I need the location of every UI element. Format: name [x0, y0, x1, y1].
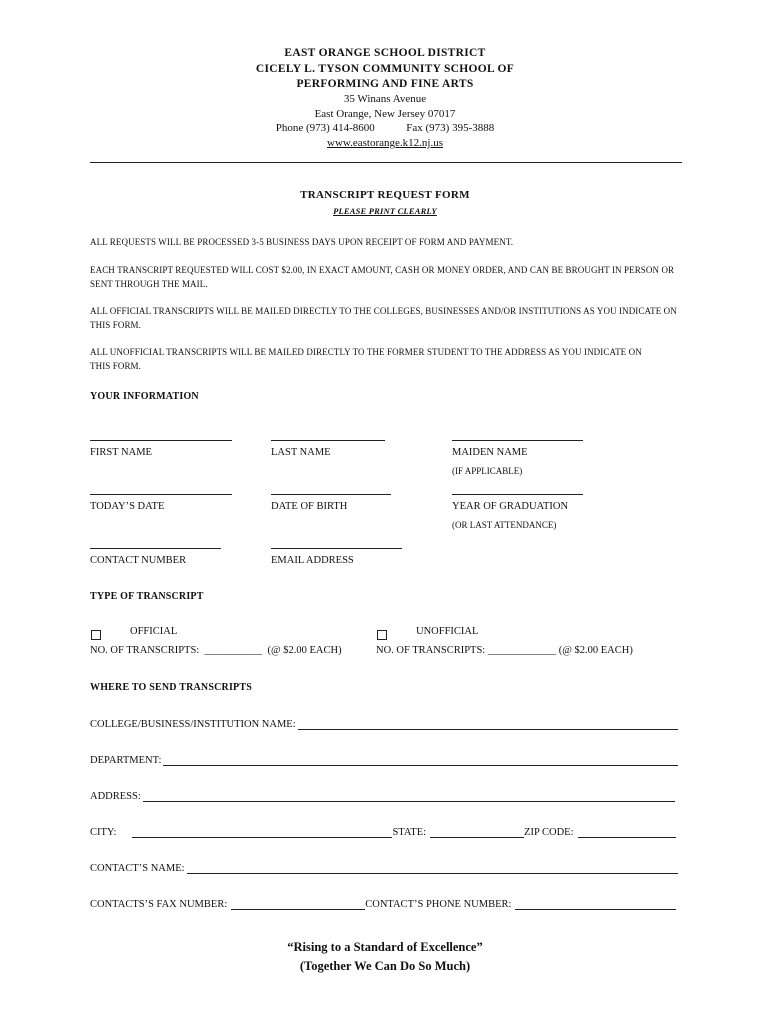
maiden-name-input[interactable] — [452, 440, 583, 441]
phone-label: CONTACT’S PHONE NUMBER: — [365, 899, 512, 910]
year-of-graduation-label: YEAR OF GRADUATION — [452, 501, 569, 512]
website-link[interactable]: www.eastorange.k12.nj.us — [327, 137, 443, 149]
first-name-input[interactable] — [90, 440, 232, 441]
email-address-label: EMAIL ADDRESS — [271, 555, 354, 566]
date-of-birth-input[interactable] — [271, 494, 391, 495]
city-input[interactable] — [132, 826, 392, 838]
footer-tagline: (Together We Can Do So Much) — [299, 959, 471, 973]
unofficial-count-field[interactable]: NO. OF TRANSCRIPTS: _____________ (@ $2.00 EACH) — [376, 645, 633, 656]
contact-name-label: CONTACT’S NAME: — [90, 863, 185, 874]
contact-number-input[interactable] — [90, 548, 221, 549]
send-to-heading: WHERE TO SEND TRANSCRIPTS — [90, 682, 252, 693]
year-of-graduation-input[interactable] — [452, 494, 583, 495]
official-count-field[interactable]: NO. OF TRANSCRIPTS: ___________ (@ $2.00 EACH) — [90, 645, 342, 656]
address-label: ADDRESS: — [90, 791, 141, 802]
checkbox-icon — [377, 630, 387, 640]
date-of-birth-label: DATE OF BIRTH — [271, 501, 348, 512]
form-title: TRANSCRIPT REQUEST FORM — [300, 189, 470, 201]
fax-label: CONTACTS’S FAX NUMBER: — [90, 899, 228, 910]
institution-label: COLLEGE/BUSINESS/INSTITUTION NAME: — [90, 719, 296, 730]
zip-label: ZIP CODE: — [524, 827, 574, 838]
school-name-line2: PERFORMING AND FINE ARTS — [296, 78, 474, 90]
notice-unofficial: ALL UNOFFICIAL TRANSCRIPTS WILL BE MAILED DIRECTLY TO THE FORMER STUDENT TO THE ADDRESS AS YOU INDICATE ON THIS FORM. — [90, 347, 642, 371]
department-label: DEPARTMENT: — [90, 755, 162, 766]
school-name-line1: CICELY L. TYSON COMMUNITY SCHOOL OF — [255, 63, 515, 75]
notice-cost: EACH TRANSCRIPT REQUESTED WILL COST $2.00, IN EXACT AMOUNT, CASH OR MONEY ORDER, AND CAN BE BROUGHT IN PERSON OR SENT THROUGH THE MAIL. — [90, 265, 675, 289]
todays-date-input[interactable] — [90, 494, 232, 495]
notice-official: ALL OFFICIAL TRANSCRIPTS WILL BE MAILED DIRECTLY TO THE COLLEGES, BUSINESSES AND/OR INSTITUTIONS AS YOU INDICATE ON THIS FORM. — [90, 306, 677, 330]
contact-name-input[interactable] — [187, 862, 678, 874]
your-information-heading: YOUR INFORMATION — [90, 391, 199, 402]
unofficial-label: UNOFFICIAL — [416, 626, 479, 637]
contact-number-label: CONTACT NUMBER — [90, 555, 187, 566]
institution-input[interactable] — [298, 718, 678, 730]
last-name-label: LAST NAME — [271, 447, 331, 458]
maiden-name-label: MAIDEN NAME — [452, 447, 528, 458]
footer-motto: “Rising to a Standard of Excellence” — [287, 940, 483, 954]
institution-row — [90, 718, 678, 730]
maiden-name-note: (IF APPLICABLE) — [452, 466, 523, 476]
header-divider — [90, 162, 682, 163]
form-subtitle: PLEASE PRINT CLEARLY — [333, 206, 437, 216]
first-name-label: FIRST NAME — [90, 447, 152, 458]
state-label: STATE: — [392, 827, 427, 838]
website-line — [0, 137, 770, 149]
checkbox-icon — [91, 630, 101, 640]
city-state-zip: East Orange, New Jersey 07017 — [314, 108, 456, 120]
phone-number: Phone (973) 414-8600 — [275, 122, 375, 134]
address-row — [90, 790, 675, 802]
notice-processing: ALL REQUESTS WILL BE PROCESSED 3-5 BUSINESS DAYS UPON RECEIPT OF FORM AND PAYMENT. — [90, 237, 514, 247]
state-input[interactable] — [430, 826, 524, 838]
fax-number: Fax (973) 395-3888 — [406, 122, 495, 134]
todays-date-label: TODAY’S DATE — [90, 501, 165, 512]
email-address-input[interactable] — [271, 548, 402, 549]
last-name-input[interactable] — [271, 440, 385, 441]
address-input[interactable] — [143, 790, 675, 802]
fax-phone-row — [90, 898, 676, 910]
zip-input[interactable] — [578, 826, 676, 838]
city-label: CITY: — [90, 827, 117, 838]
unofficial-checkbox[interactable] — [377, 627, 387, 645]
department-row — [90, 754, 678, 766]
transcript-type-heading: TYPE OF TRANSCRIPT — [90, 591, 204, 602]
official-checkbox[interactable] — [91, 627, 101, 645]
phone-input[interactable] — [515, 898, 676, 910]
street-address: 35 Winans Avenue — [343, 93, 427, 105]
official-label: OFFICIAL — [130, 626, 178, 637]
contact-name-row — [90, 862, 678, 874]
fax-input[interactable] — [231, 898, 365, 910]
city-state-zip-row — [90, 826, 676, 838]
department-input[interactable] — [163, 754, 678, 766]
graduation-note: (OR LAST ATTENDANCE) — [452, 520, 557, 530]
district-name: EAST ORANGE SCHOOL DISTRICT — [284, 47, 486, 59]
phone-fax-line — [0, 122, 770, 134]
